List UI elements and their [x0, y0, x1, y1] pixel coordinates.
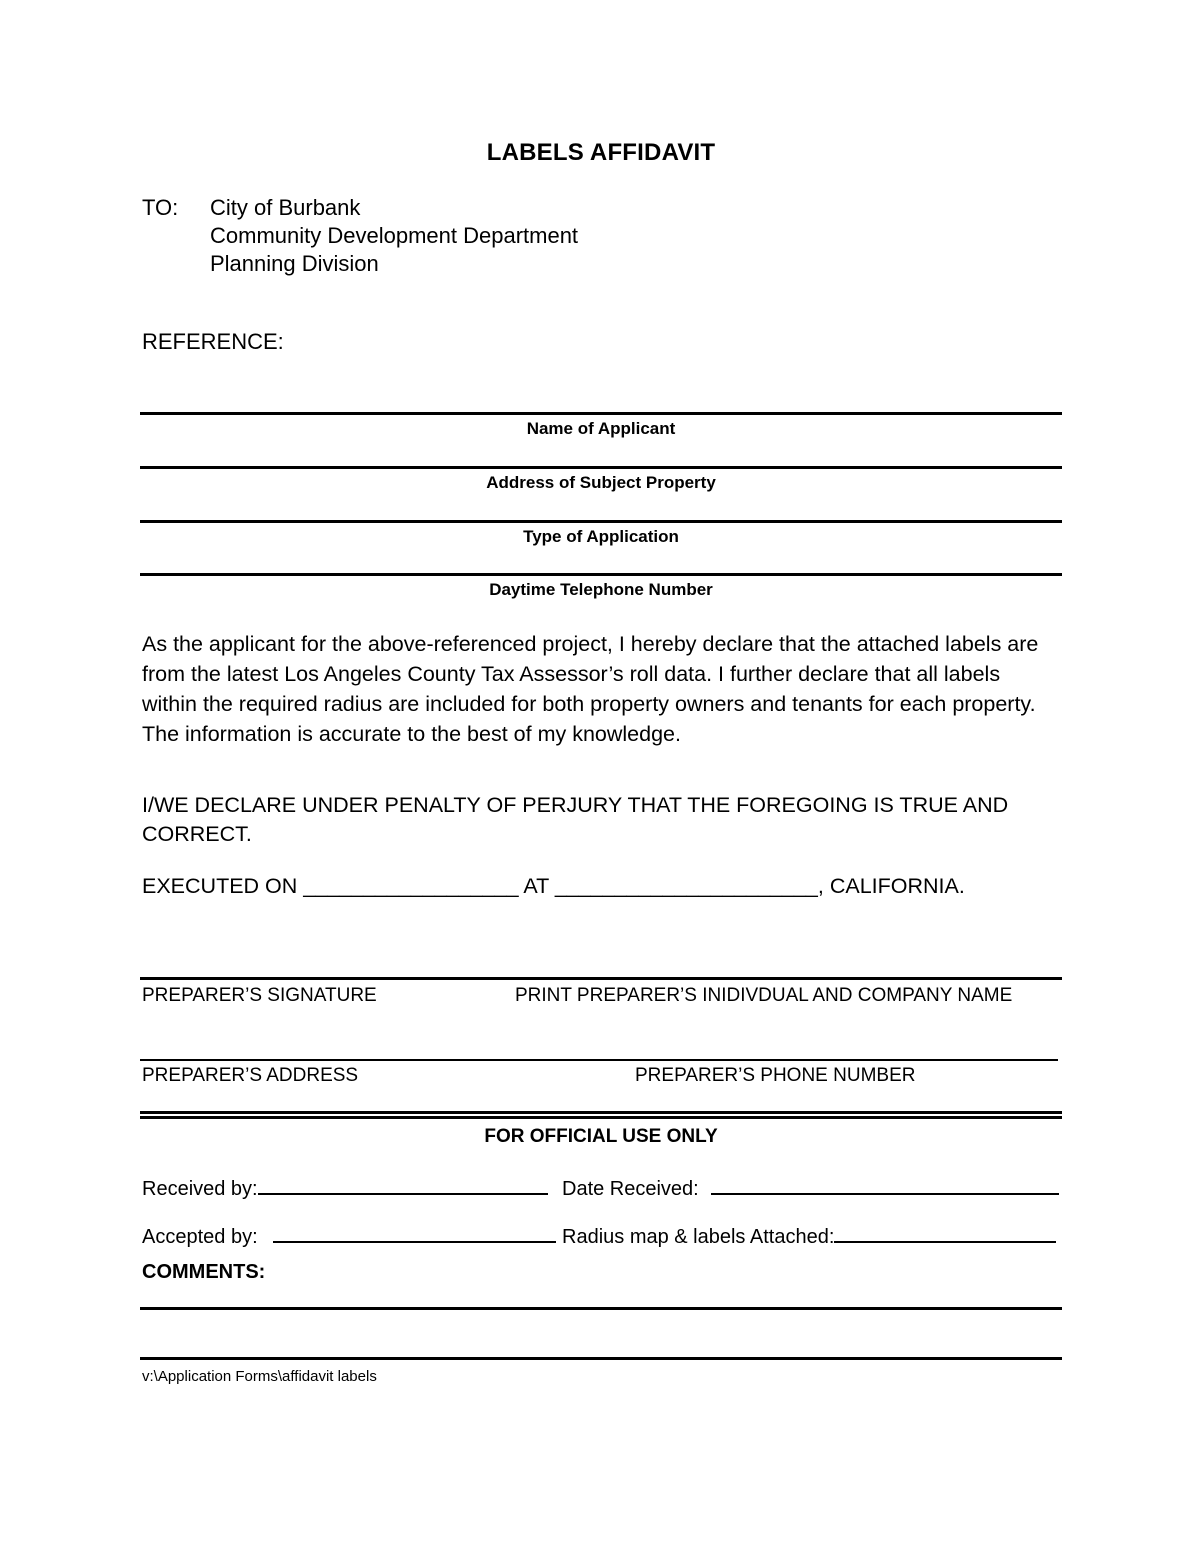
- perjury-declaration: I/WE DECLARE UNDER PENALTY OF PERJURY THAT THE FOREGOING IS TRUE AND CORRECT.: [142, 793, 1009, 846]
- addressee-label: TO:: [142, 195, 179, 220]
- received-by-label: Received by:: [142, 1178, 258, 1200]
- radius-map-attached-input[interactable]: [834, 1223, 1056, 1243]
- addressee-line-city: City of Burbank: [210, 195, 361, 220]
- preparer-print-name-caption: PRINT PREPARER’S INIDIVDUAL AND COMPANY NAME: [515, 985, 1013, 1006]
- footer-file-path: v:\Application Forms\affidavit labels: [142, 1368, 377, 1385]
- radius-map-cell: [562, 1223, 1056, 1249]
- received-by-input[interactable]: [258, 1175, 548, 1195]
- executed-on-city-blank[interactable]: ______________________: [554, 874, 818, 898]
- footer-rule: [140, 1357, 1062, 1360]
- field-rule-address-of-subject-property[interactable]: [140, 466, 1062, 469]
- preparer-signature-caption: PREPARER’S SIGNATURE: [142, 985, 377, 1006]
- date-received-label: Date Received:: [562, 1178, 699, 1200]
- page-title: LABELS AFFIDAVIT: [486, 139, 716, 166]
- executed-on-prefix: EXECUTED ON: [142, 874, 298, 898]
- field-caption-daytime-telephone-number: Daytime Telephone Number: [489, 580, 713, 599]
- preparer-signature-rule[interactable]: [140, 977, 1062, 980]
- date-received-input[interactable]: [711, 1175, 1059, 1195]
- field-caption-name-of-applicant: Name of Applicant: [526, 419, 676, 438]
- reference-label: REFERENCE:: [142, 329, 284, 354]
- addressee-line-department: Community Development Department: [210, 223, 579, 248]
- addressee-block: [142, 194, 578, 278]
- accepted-by-cell: [142, 1223, 556, 1249]
- comments-rule[interactable]: [140, 1307, 1062, 1310]
- official-use-title: FOR OFFICIAL USE ONLY: [484, 1126, 718, 1147]
- preparer-phone-caption: PREPARER’S PHONE NUMBER: [635, 1065, 916, 1086]
- declaration-paragraph: As the applicant for the above-referenced project, I hereby declare that the attached labels are from the latest Los Angeles County Tax Assessor’s roll data. I further declare that all labels within the required radius are included for both property owners and tenants for each property. The information is accurate to the best of my knowledge.: [142, 632, 1039, 746]
- radius-map-attached-label: Radius map & labels Attached:: [562, 1226, 835, 1248]
- field-rule-daytime-telephone-number[interactable]: [140, 573, 1062, 576]
- addressee-line-division: Planning Division: [210, 251, 379, 276]
- comments-label: COMMENTS:: [142, 1261, 266, 1283]
- accepted-by-input[interactable]: [273, 1223, 556, 1243]
- executed-on-line: [142, 874, 1072, 899]
- accepted-by-label: Accepted by:: [142, 1226, 258, 1248]
- executed-on-middle: AT: [523, 874, 549, 898]
- preparer-address-caption: PREPARER’S ADDRESS: [142, 1065, 359, 1086]
- field-caption-type-of-application: Type of Application: [523, 527, 679, 546]
- executed-on-suffix: , CALIFORNIA.: [817, 874, 965, 898]
- field-caption-address-of-subject-property: Address of Subject Property: [486, 473, 716, 492]
- field-rule-name-of-applicant[interactable]: [140, 412, 1062, 415]
- preparer-address-rule[interactable]: [140, 1059, 1058, 1061]
- field-rule-type-of-application[interactable]: [140, 520, 1062, 523]
- executed-on-date-blank[interactable]: __________________: [303, 874, 519, 898]
- received-by-cell: [142, 1175, 548, 1201]
- official-use-divider: [140, 1111, 1062, 1118]
- date-received-cell: [562, 1175, 1059, 1201]
- addressee-lines: [210, 194, 578, 278]
